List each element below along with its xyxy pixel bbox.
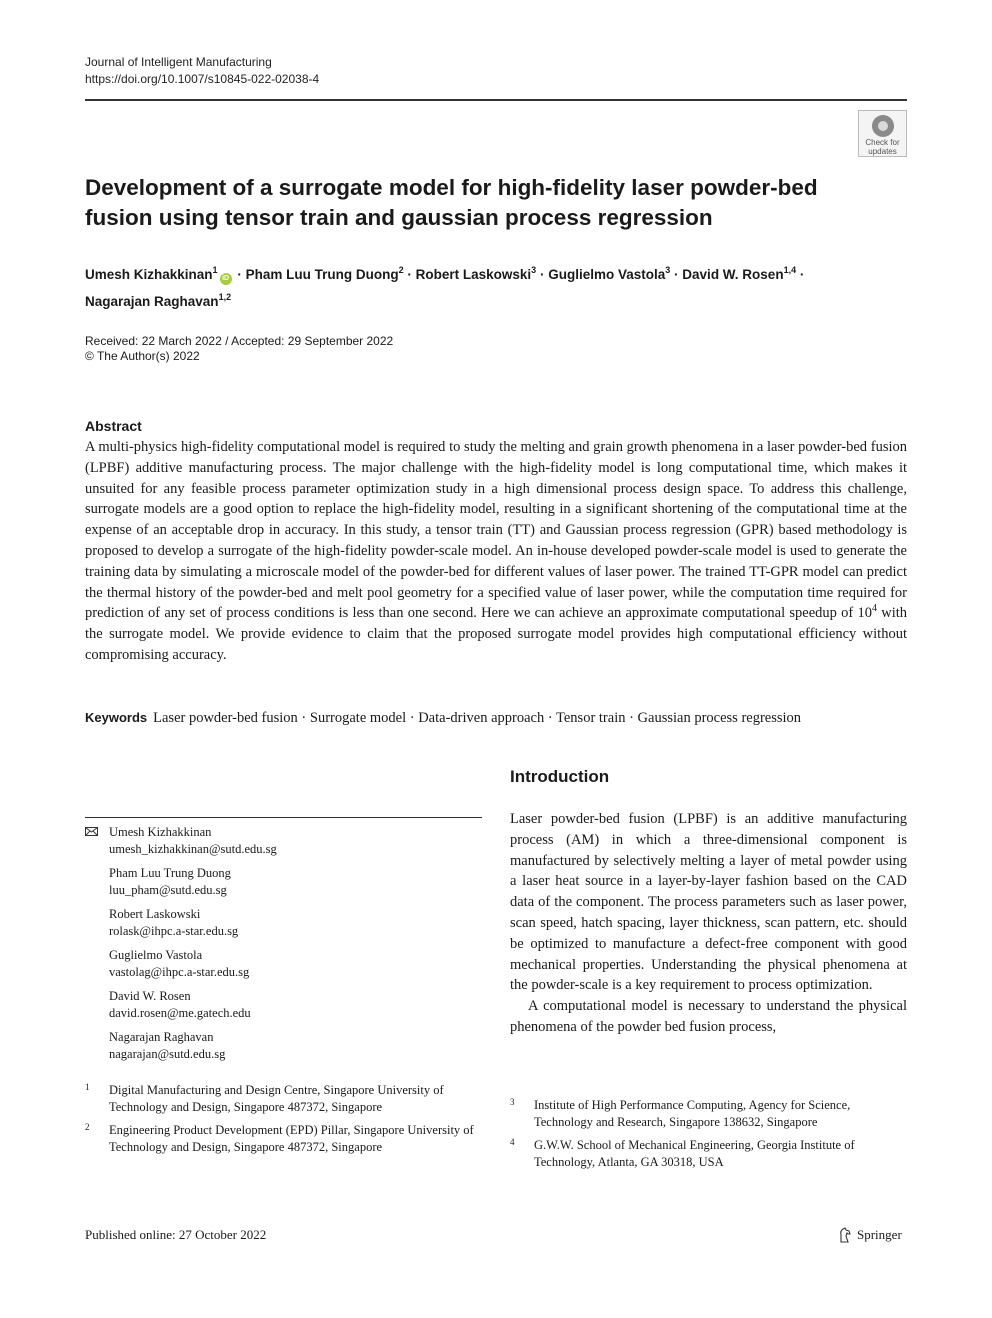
abstract-exponent: 4 xyxy=(871,603,877,615)
affiliation-text: G.W.W. School of Mechanical Engineering, Georgia Institute of Technology, Atlanta, GA 30318, USA xyxy=(534,1138,855,1169)
contact-entry xyxy=(85,906,482,939)
journal-header xyxy=(85,54,319,88)
envelope-icon xyxy=(85,827,98,836)
affiliation-number: 1 xyxy=(85,1082,90,1092)
affiliation-number: 3 xyxy=(510,1097,515,1107)
author-separator: · xyxy=(539,267,545,282)
author-affiliation: 1,2 xyxy=(218,292,232,302)
publisher-name: Springer xyxy=(857,1227,902,1242)
contact-email[interactable]: vastolag@ihpc.a-star.edu.sg xyxy=(109,964,250,979)
affiliation-number: 2 xyxy=(85,1122,90,1132)
affiliation-text: Institute of High Performance Computing, Agency for Science, Technology and Research, Singapore 138632, Singapore xyxy=(534,1098,851,1129)
contact-name: Guglielmo Vastola xyxy=(109,948,203,962)
author-separator: · xyxy=(674,267,679,282)
contact-email[interactable]: david.rosen@me.gatech.edu xyxy=(109,1005,251,1020)
affiliation-entry xyxy=(85,1122,482,1155)
contact-name: Pham Luu Trung Duong xyxy=(109,866,231,880)
footnote-rule xyxy=(85,817,482,818)
contact-entry xyxy=(85,947,482,980)
introduction-heading: Introduction xyxy=(510,767,610,786)
author-name: Nagarajan Raghavan xyxy=(85,294,219,309)
author-affiliation: 1,4 xyxy=(783,265,797,275)
abstract-text-end: with the surrogate model. We provide evidence to claim that the proposed surrogate model provides high computational efficiency without compromising accuracy. xyxy=(85,605,907,663)
affiliation-text: Engineering Product Development (EPD) Pillar, Singapore University of Technology and Design, Singapore 487372, Singapore xyxy=(109,1123,474,1154)
contact-entry xyxy=(85,1029,482,1062)
author-contacts xyxy=(85,824,482,1070)
author-affiliation: 2 xyxy=(398,265,404,275)
abstract-body xyxy=(85,437,907,666)
author-affiliation: 3 xyxy=(665,265,671,275)
contact-entry xyxy=(85,988,482,1021)
author-name: Robert Laskowski xyxy=(415,267,532,282)
journal-name: Journal of Intelligent Manufacturing xyxy=(85,55,272,69)
affiliation-text: Digital Manufacturing and Design Centre, Singapore University of Technology and Design, Singapore 487372, Singapore xyxy=(109,1083,444,1114)
author-name: Pham Luu Trung Duong xyxy=(245,267,399,282)
author-name: Umesh Kizhakkinan xyxy=(85,267,213,282)
contact-name: Robert Laskowski xyxy=(109,907,201,921)
affiliations-right xyxy=(510,1097,907,1177)
intro-paragraph: Laser powder-bed fusion (LPBF) is an additive manufacturing process (AM) in which a three-dimensional component is manufactured by selectively melting a layer of metal powder using a laser heat source in a layer-by-layer fashion based on the CAD data of the component. The process parameters such as laser power, scan speed, hatch spacing, layer thickness, scan pattern, etc. should be optimized to manufacture a defect-free component with good mechanical properties. Understanding the physical phenomena at the powder-scale is a key requirement to process optimization. xyxy=(510,811,907,994)
contact-email[interactable]: luu_pham@sutd.edu.sg xyxy=(109,882,227,897)
keywords-heading: Keywords xyxy=(85,710,148,725)
publication-dates xyxy=(85,334,393,364)
doi-link[interactable]: https://doi.org/10.1007/s10845-022-02038-4 xyxy=(85,72,320,86)
received-accepted: Received: 22 March 2022 / Accepted: 29 September 2022 xyxy=(85,334,394,348)
published-online: Published online: 27 October 2022 xyxy=(85,1227,267,1242)
check-updates-icon xyxy=(872,115,894,137)
author-name: David W. Rosen xyxy=(682,267,784,282)
author-list xyxy=(85,259,915,313)
keywords-list: Laser powder-bed fusion · Surrogate model · Data-driven approach · Tensor train · Gaussian process regression xyxy=(153,710,802,726)
author-separator: · xyxy=(407,267,412,282)
affiliation-entry xyxy=(510,1137,907,1170)
copyright-notice: © The Author(s) 2022 xyxy=(85,349,200,363)
badge-line-2: updates xyxy=(868,147,897,156)
publisher-logo xyxy=(838,1227,902,1243)
badge-line-1: Check for xyxy=(865,138,900,147)
affiliation-entry xyxy=(85,1082,482,1115)
orcid-icon[interactable]: iD xyxy=(220,273,232,285)
author-separator: · xyxy=(237,267,242,282)
paper-title: Development of a surrogate model for high-fidelity laser powder-bed fusion using tensor train and gaussian process regression xyxy=(85,175,818,230)
contact-name: Umesh Kizhakkinan xyxy=(109,825,212,839)
keywords xyxy=(85,708,907,728)
intro-paragraph: A computational model is necessary to understand the physical phenomena of the powder bed fusion process, xyxy=(510,998,907,1035)
affiliations-left xyxy=(85,1082,482,1162)
author-name: Guglielmo Vastola xyxy=(548,267,666,282)
contact-email[interactable]: nagarajan@sutd.edu.sg xyxy=(109,1046,226,1061)
author-affiliation: 1 xyxy=(212,265,218,275)
contact-email[interactable]: rolask@ihpc.a-star.edu.sg xyxy=(109,923,239,938)
abstract-heading: Abstract xyxy=(85,418,142,434)
contact-entry xyxy=(85,865,482,898)
springer-horse-icon xyxy=(838,1227,852,1243)
abstract-text: A multi-physics high-fidelity computational model is required to study the melting and grain growth phenomena in a laser powder-bed fusion (LPBF) additive manufacturing process. The major challenge with the high-fidelity model is long computational time, which makes it unsuited for any feasible process parameter optimization study in a high dimensional process design space. To address this challenge, surrogate models are a good option to replace the high-fidelity model, resulting in a significant shortening of the computational time at the expense of an acceptable drop in accuracy. In this study, a tensor train (TT) and Gaussian process regression (GPR) based methodology is proposed to develop a surrogate of the high-fidelity powder-scale model. An in-house developed powder-scale model is used to generate the training data by simulating a microscale model of the powder-bed for different values of laser power. The trained TT-GPR model can predict the thermal history of the powder-bed and melt pool geometry for a specified value of laser power, while the computation time required for prediction of any set of process conditions is less than one second. Here we can achieve an approximate computational speedup of 10 xyxy=(85,439,907,622)
contact-name: David W. Rosen xyxy=(109,989,191,1003)
contact-name: Nagarajan Raghavan xyxy=(109,1030,214,1044)
check-for-updates-badge[interactable] xyxy=(858,110,907,157)
contact-entry xyxy=(85,824,482,857)
author-separator: · xyxy=(799,267,805,282)
affiliation-entry xyxy=(510,1097,907,1130)
header-rule xyxy=(85,99,907,101)
introduction-body xyxy=(510,809,907,1038)
author-affiliation: 3 xyxy=(531,265,537,275)
contact-email[interactable]: umesh_kizhakkinan@sutd.edu.sg xyxy=(109,841,277,856)
affiliation-number: 4 xyxy=(510,1137,515,1147)
